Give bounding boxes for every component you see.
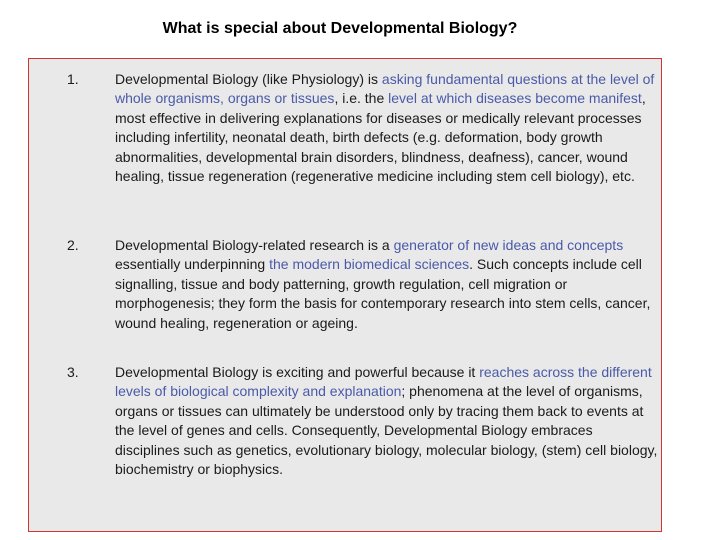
text-segment: , most effective in delivering explanations for diseases or medically relevant processes including infertility, neonatal death, birth defects (e.g. deformation, body growth abnormalities, developmental brain disorders, blindness, deafness), cancer, wound healing, tissue regeneration (regenerative medicine including stem cell biology), etc. — [115, 90, 646, 185]
text-segment: essentially underpinning — [115, 256, 270, 273]
item-text — [115, 70, 659, 186]
item-number: 1. — [67, 71, 79, 87]
text-segment: Developmental Biology (like Physiology) is — [115, 71, 382, 87]
item-number: 2. — [67, 237, 79, 253]
slide-title: What is special about Developmental Biology? — [162, 20, 518, 37]
highlighted-phrase: generator of new ideas and concepts — [393, 237, 624, 253]
highlighted-phrase: asking fundamental questions at the level of whole organisms, organs or tissues — [115, 71, 655, 107]
highlighted-phrase: level at which diseases become manifest — [388, 90, 642, 107]
text-segment: , i.e. the — [334, 90, 389, 107]
text-segment: Developmental Biology is exciting and powerful because it — [115, 364, 480, 380]
content-box — [28, 58, 662, 532]
item-text — [115, 363, 659, 479]
highlighted-phrase: the modern biomedical sciences — [269, 256, 470, 273]
item-number: 3. — [67, 364, 79, 380]
text-segment: . Such concepts include cell signalling, tissue and body patterning, growth regulation, cell migration or morphogenesis; they form the basis for contemporary research into stem cells, cancer, wound healing, regeneration or ageing. — [115, 256, 651, 331]
item-text — [115, 236, 659, 333]
text-segment: Developmental Biology-related research is a — [115, 237, 394, 253]
highlighted-phrase: reaches across the different levels of biological complexity and explanation — [115, 364, 652, 400]
text-segment: ; phenomena at the level of organisms, organs or tissues can ultimately be understood only by tracing them back to events at the level of genes and cells. Consequently, Developmental Biology embraces disciplines such as genetics, evolutionary biology, molecular biology, (stem) cell biology, biochemistry or biophysics. — [115, 383, 658, 478]
